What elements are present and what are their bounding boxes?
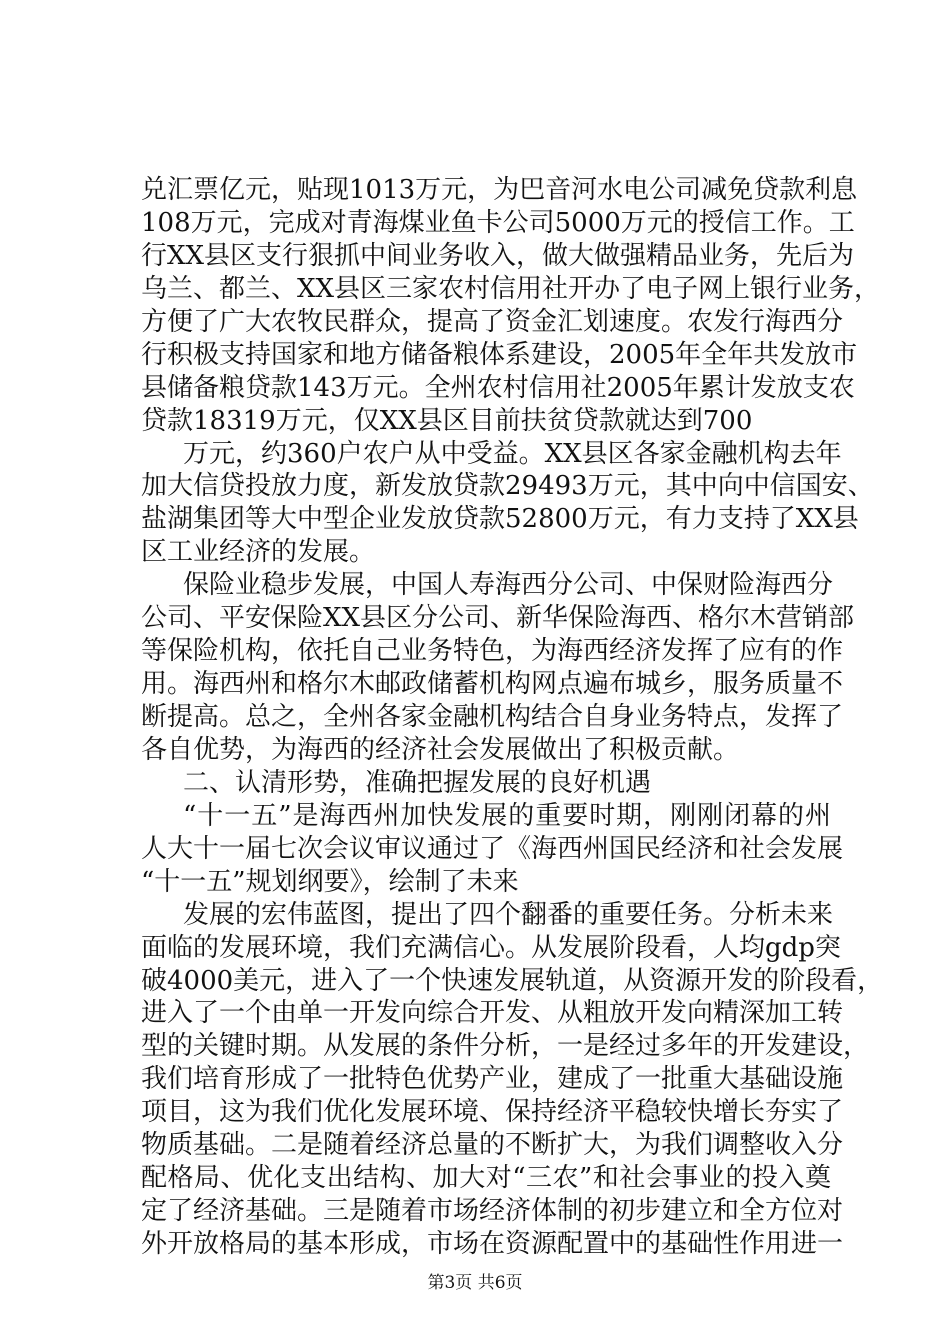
text-line: 发展的宏伟蓝图，提出了四个翻番的重要任务。分析未来	[183, 900, 834, 930]
text-line: “十一五”规划纲要》，绘制了未来	[141, 867, 519, 897]
text-line: 物质基础。二是随着经济总量的不断扩大，为我们调整收入分	[141, 1130, 844, 1160]
text-line: 型的关键时期。从发展的条件分析，一是经过多年的开发建设，	[141, 1031, 870, 1061]
text-line: 方便了广大农牧民群众，提高了资金汇划速度。农发行海西分	[141, 307, 844, 337]
text-line: 贷款18319万元，仅XX县区目前扶贫贷款就达到700	[141, 406, 753, 436]
text-line: 县储备粮贷款143万元。全州农村信用社2005年累计发放支农	[141, 373, 855, 403]
text-line: 万元，约360户农户从中受益。XX县区各家金融机构去年	[183, 439, 842, 469]
text-line: 配格局、优化支出结构、加大对“三农”和社会事业的投入奠	[141, 1163, 831, 1193]
text-line: 外开放格局的基本形成，市场在资源配置中的基础性作用进一	[141, 1229, 844, 1259]
text-line: 行XX县区支行狠抓中间业务收入，做大做强精品业务，先后为	[141, 241, 855, 271]
text-line: 断提高。总之，全州各家金融机构结合自身业务特点，发挥了	[141, 702, 844, 732]
page-number-footer: 第3页 共6页	[427, 1273, 523, 1293]
text-line: 各自优势，为海西的经济社会发展做出了积极贡献。	[141, 735, 740, 765]
text-line: 用。海西州和格尔木邮政储蓄机构网点遍布城乡，服务质量不	[141, 669, 844, 699]
text-line: 公司、平安保险XX县区分公司、新华保险海西、格尔木营销部	[141, 603, 855, 633]
section-heading: 二、认清形势，准确把握发展的良好机遇	[183, 768, 652, 798]
text-line: 行积极支持国家和地方储备粮体系建设，2005年全年共发放市	[141, 340, 858, 370]
text-line: 进入了一个由单一开发向综合开发、从粗放开发向精深加工转	[141, 998, 844, 1028]
text-line: 人大十一届七次会议审议通过了《海西州国民经济和社会发展	[141, 834, 844, 864]
text-line: 破4000美元，进入了一个快速发展轨道，从资源开发的阶段看，	[141, 966, 884, 996]
text-line: 加大信贷投放力度，新发放贷款29493万元，其中向中信国安、	[141, 471, 874, 501]
text-line: 乌兰、都兰、XX县区三家农村信用社开办了电子网上银行业务，	[141, 274, 881, 304]
text-line: 我们培育形成了一批特色优势产业，建成了一批重大基础设施	[141, 1064, 844, 1094]
text-line: 保险业稳步发展，中国人寿海西分公司、中保财险海西分	[183, 570, 834, 600]
text-line: 项目，这为我们优化发展环境、保持经济平稳较快增长夯实了	[141, 1097, 844, 1127]
text-line: “十一五”是海西州加快发展的重要时期，刚刚闭幕的州	[183, 801, 831, 831]
text-line: 等保险机构，依托自己业务特色，为海西经济发挥了应有的作	[141, 636, 844, 666]
text-line: 盐湖集团等大中型企业发放贷款52800万元，有力支持了XX县	[141, 504, 859, 534]
text-line: 区工业经济的发展。	[141, 537, 376, 567]
text-line: 兑汇票亿元，贴现1013万元，为巴音河水电公司减免贷款利息	[141, 175, 858, 205]
text-line: 面临的发展环境，我们充满信心。从发展阶段看，人均gdp突	[141, 933, 841, 963]
text-line: 108万元，完成对青海煤业鱼卡公司5000万元的授信工作。工	[141, 208, 855, 238]
text-line: 定了经济基础。三是随着市场经济体制的初步建立和全方位对	[141, 1196, 844, 1226]
